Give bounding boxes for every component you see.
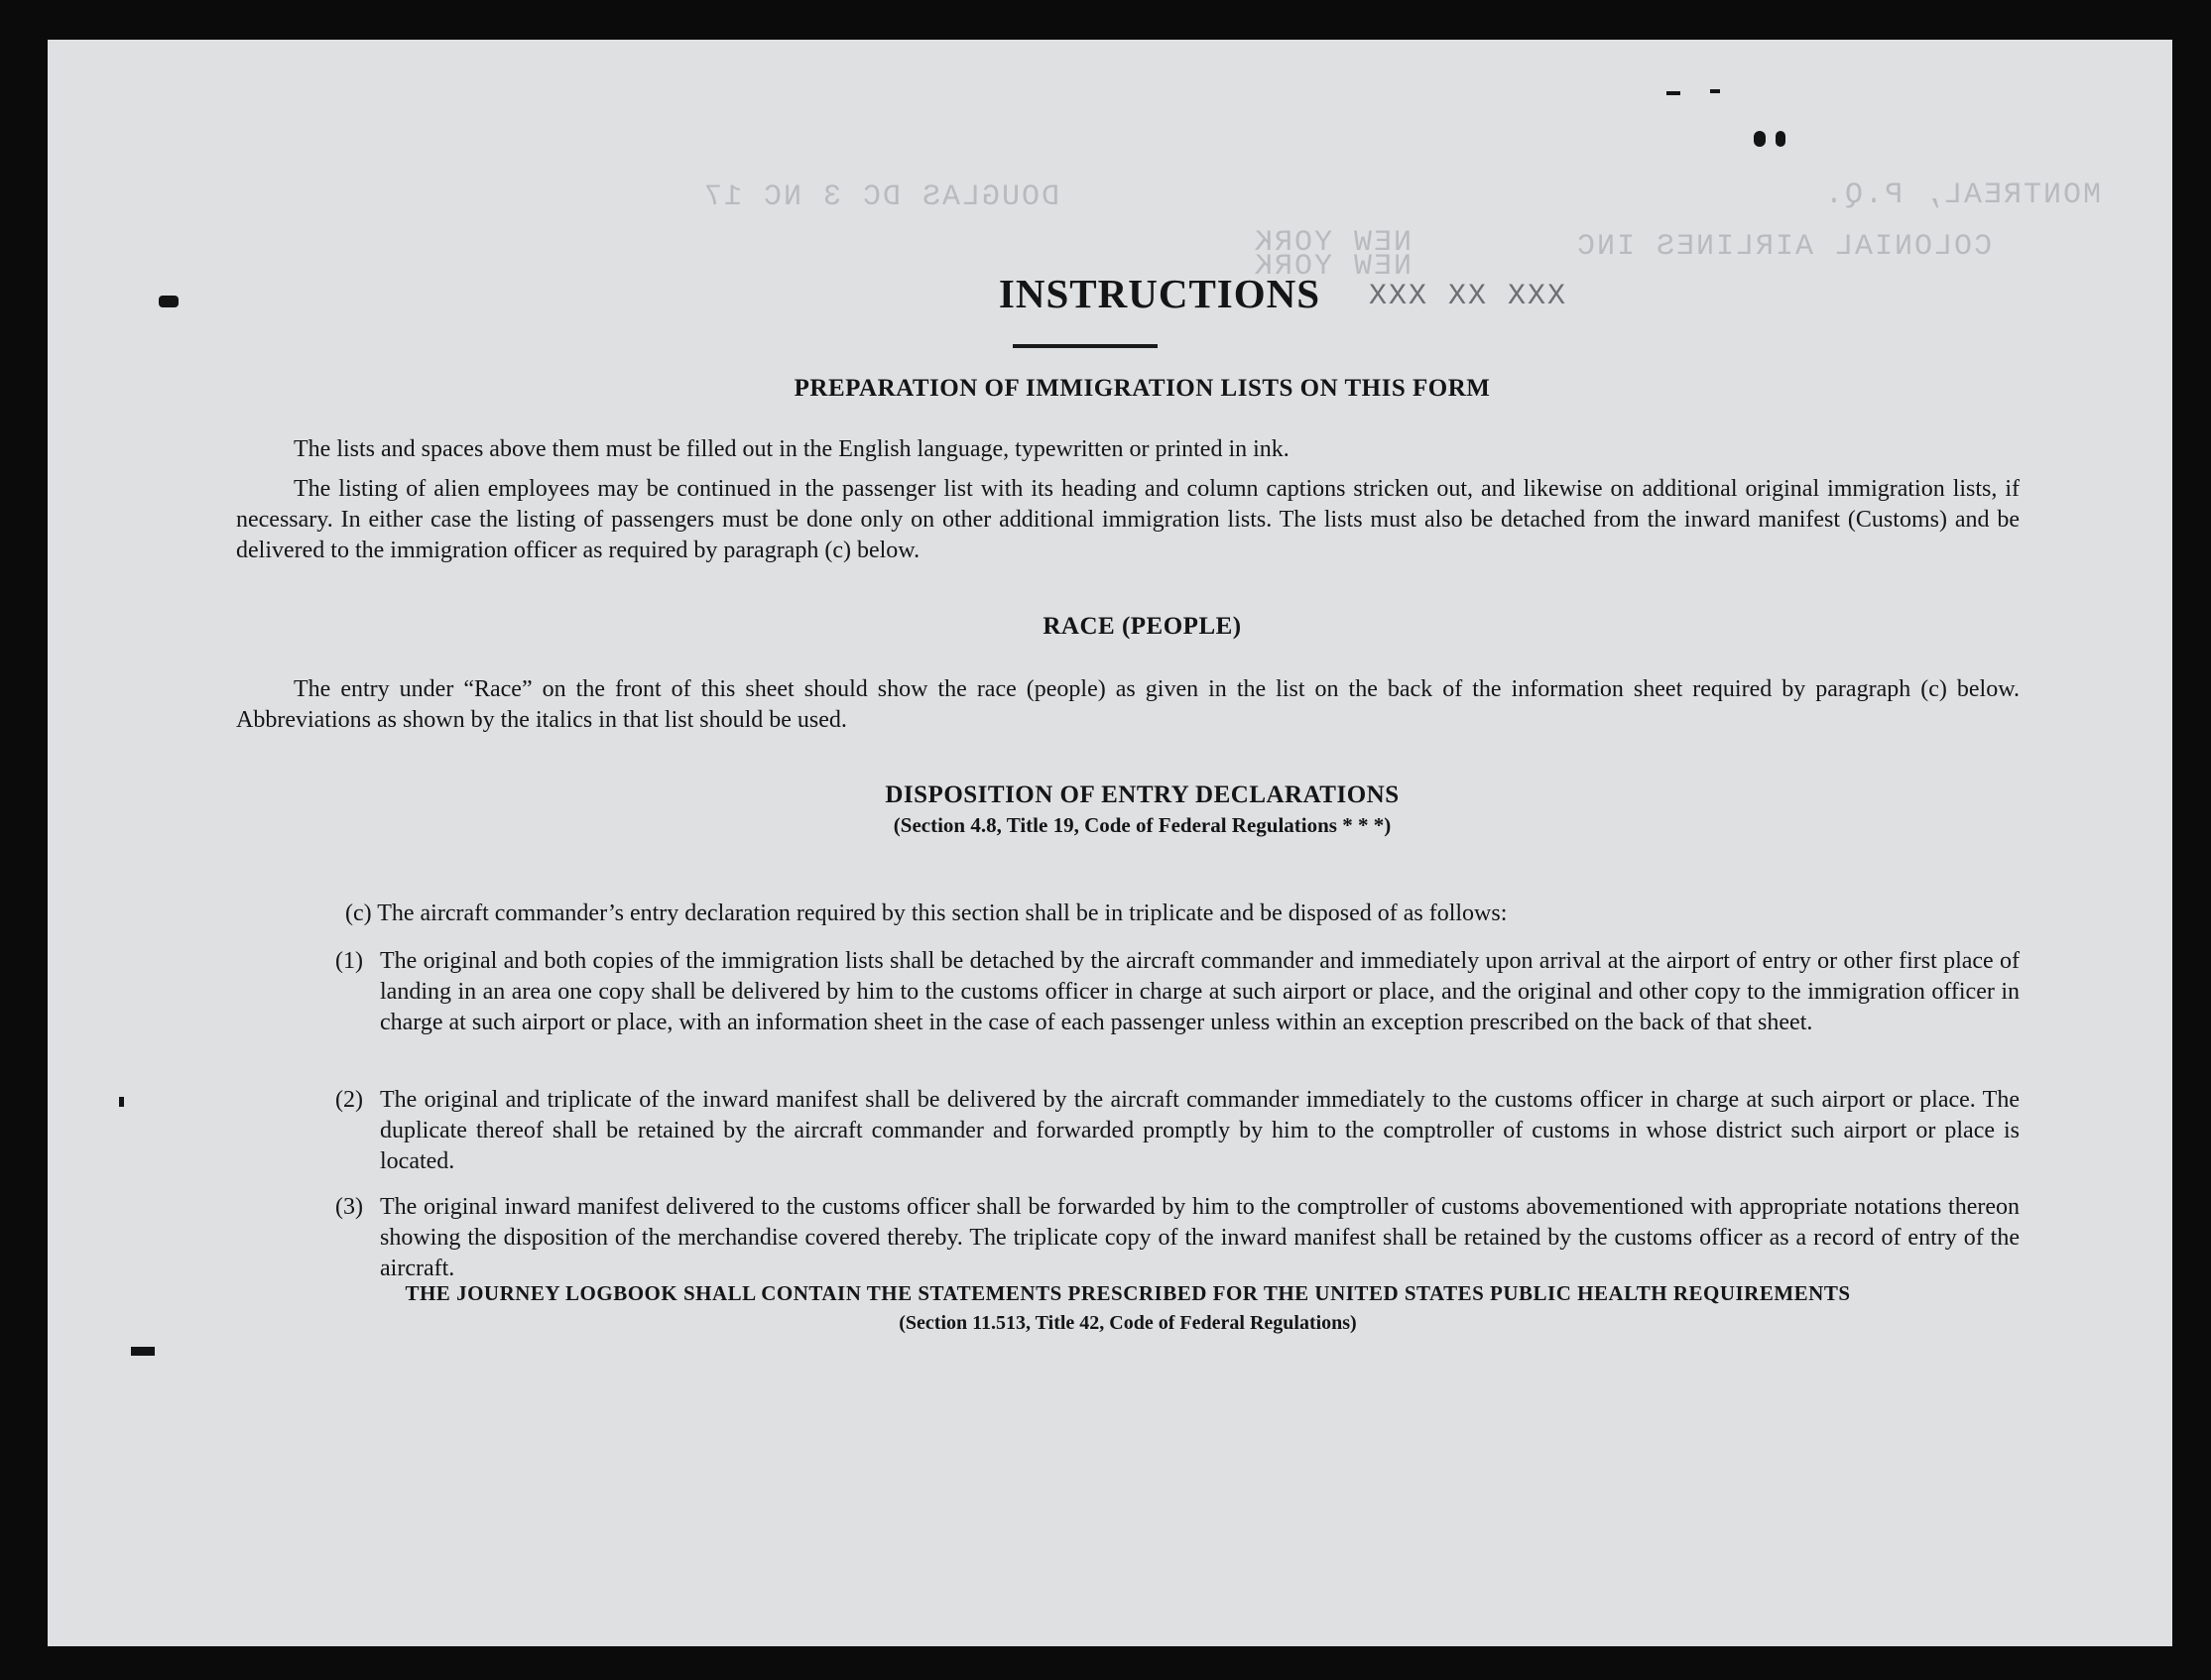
bleed-through-text: COLONIAL AIRLINES INC xyxy=(1575,230,1993,264)
scanned-page xyxy=(48,40,2172,1646)
bleed-through-text: NEW YORK xyxy=(1253,226,1413,260)
paragraph-race: The entry under “Race” on the front of this sheet should show the race (people) as given in the list on the back of the information sheet required by paragraph (c) below. Abbreviations as shown by the italics in that list should be used. xyxy=(236,676,2020,733)
section-heading-preparation: PREPARATION OF IMMIGRATION LISTS ON THIS FORM xyxy=(794,375,1491,402)
bleed-through-text: XXX XX XXX xyxy=(1367,280,1566,313)
instructions-content xyxy=(48,40,2172,1646)
footer-citation: (Section 11.513, Title 42, Code of Federal Regulations) xyxy=(899,1312,1357,1334)
list-item-text: The original and both copies of the immigration lists shall be detached by the aircraft commander and immediately upon arrival at the airport of entry or other first place of landing in an area one copy shall be delivered by him to the customs officer in charge at such airport or place, and the original and other copy to the immigration officer in charge at such airport or place, with an information sheet in the case of each passenger unless within an exception prescribed on the back of that sheet. xyxy=(380,948,2020,1035)
paragraph-alien-employees: The listing of alien employees may be continued in the passenger list with its heading and column captions stricken out, and likewise on additional original immigration lists, if necessary. In either case the listing of passengers must be done only on other additional immigration lists. The lists must also be detached from the inward manifest (Customs) and be delivered to the immigration officer as required by paragraph (c) below. xyxy=(236,476,2020,563)
paragraph-intro-c: (c) The aircraft commander’s entry declaration required by this section shall be in triplicate and be disposed of as follows: xyxy=(345,900,1508,926)
list-item xyxy=(335,1192,2020,1284)
list-item-number: (1) xyxy=(335,948,363,974)
bleed-through-text: NEW YORK xyxy=(1253,250,1413,284)
footer-health-requirements: THE JOURNEY LOGBOOK SHALL CONTAIN THE STATEMENTS PRESCRIBED FOR THE UNITED STATES PUBLIC HEALTH REQUIREMENTS xyxy=(405,1281,1851,1305)
bleed-through-text: DOUGLAS DC 3 NC 17 xyxy=(702,180,1060,214)
paragraph-language: The lists and spaces above them must be filled out in the English language, typewritten or printed in ink. xyxy=(294,436,1290,462)
list-item-text: The original and triplicate of the inward manifest shall be delivered by the aircraft commander immediately to the customs officer in charge at such airport or place. The duplicate thereof shall be retained by the aircraft commander and forwarded promptly by him to the comptroller of customs in whose district such airport or place is located. xyxy=(380,1087,2020,1174)
section-heading-disposition: DISPOSITION OF ENTRY DECLARATIONS xyxy=(885,781,1400,808)
list-item xyxy=(335,946,2020,1038)
bleed-through-text: MONTREAL, P.Q. xyxy=(1823,179,2102,212)
page-title: INSTRUCTIONS xyxy=(998,271,1321,316)
list-item-text: The original inward manifest delivered to the customs officer shall be forwarded by him to the comptroller of customs abovementioned with appropriate notations thereon showing the disposition of the merchandise covered thereby. The triplicate copy of the inward manifest shall be retained by the customs officer as a record of entry of the aircraft. xyxy=(380,1194,2020,1281)
title-underline xyxy=(1013,344,1158,348)
list-item-number: (3) xyxy=(335,1194,363,1220)
list-item xyxy=(335,1085,2020,1177)
section-citation: (Section 4.8, Title 19, Code of Federal Regulations * * *) xyxy=(893,813,1392,837)
section-heading-race: RACE (PEOPLE) xyxy=(1043,613,1242,640)
list-item-number: (2) xyxy=(335,1087,363,1113)
